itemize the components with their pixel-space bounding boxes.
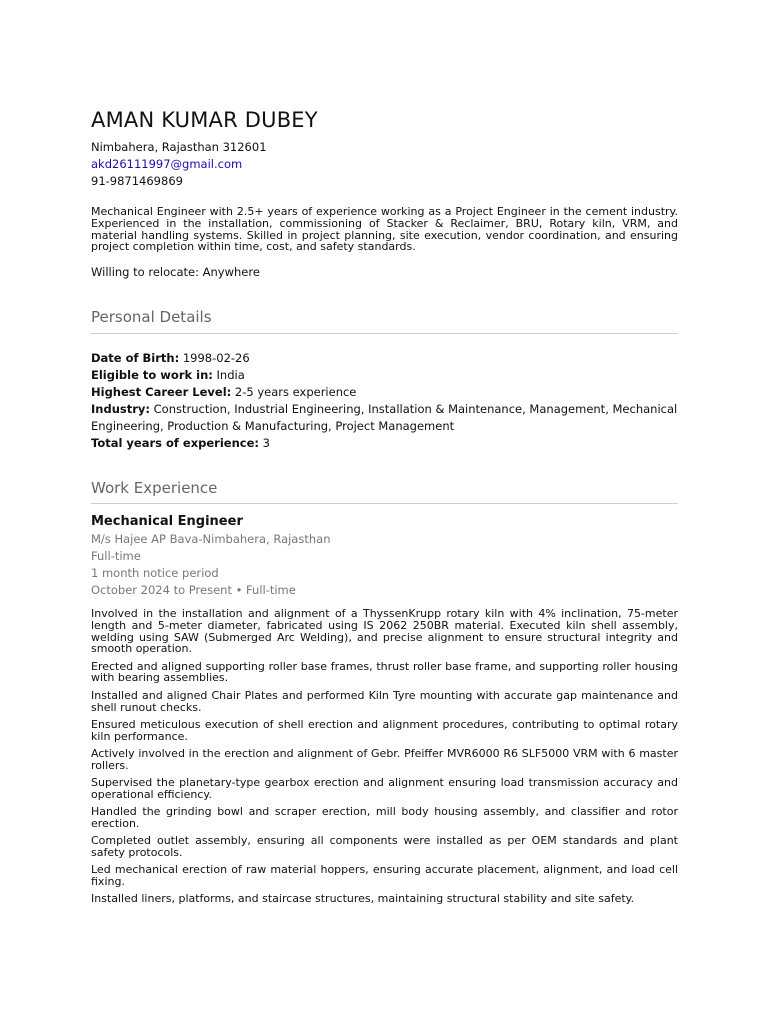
phone-text: 91-9871469869 bbox=[91, 174, 183, 188]
responsibility-item: Ensured meticulous execution of shell erection and alignment procedures, contributing to optimal rotary kiln performance. bbox=[91, 717, 678, 743]
detail-value: India bbox=[216, 368, 245, 382]
work-experience-heading: Work Experience bbox=[91, 479, 218, 497]
responsibility-item: Supervised the planetary-type gearbox erection and alignment ensuring load transmission accuracy and operational efficiency. bbox=[91, 776, 678, 801]
company-text: M/s Hajee AP Bava-Nimbahera, Rajasthan bbox=[91, 532, 331, 546]
detail-label: Industry: bbox=[91, 402, 150, 416]
responsibility-item: Handled the grinding bowl and scraper erection, mill body housing assembly, and classifier and rotor erection. bbox=[91, 805, 678, 830]
summary-paragraph: Mechanical Engineer with 2.5+ years of experience working as a Project Engineer in the cement industry. Experienced in the installation, commissioning of Stacker & Reclaimer, BRU, Rotary kiln, VRM, and material handling systems. Skilled in project planning, site execution, vendor coordination, and ensuring project completion within time, cost, and safety standards. bbox=[91, 205, 678, 254]
detail-career-level bbox=[91, 384, 678, 401]
personal-details-heading: Personal Details bbox=[91, 308, 212, 326]
detail-value: 2-5 years experience bbox=[234, 385, 357, 399]
job-period-text: October 2024 to Present • Full-time bbox=[91, 583, 296, 597]
responsibility-item: Erected and aligned supporting roller base frames, thrust roller base frame, and supporting roller housing with bearing assemblies. bbox=[91, 659, 678, 685]
detail-value: 1998-02-26 bbox=[182, 351, 250, 365]
responsibility-item: Installed liners, platforms, and staircase structures, maintaining structural stability and site safety. bbox=[91, 892, 635, 906]
relocate-text: Willing to relocate: Anywhere bbox=[91, 265, 260, 279]
detail-label: Eligible to work in: bbox=[91, 368, 213, 382]
responsibility-item: Installed and aligned Chair Plates and performed Kiln Tyre mounting with accurate gap maintenance and shell runout checks. bbox=[91, 688, 678, 714]
responsibility-item: Led mechanical erection of raw material hoppers, ensuring accurate placement, alignment, and load cell fixing. bbox=[91, 863, 678, 889]
responsibility-item: Completed outlet assembly, ensuring all components were installed as per OEM standards and plant safety protocols. bbox=[91, 834, 678, 860]
detail-date-of-birth bbox=[91, 350, 678, 367]
detail-industry bbox=[91, 401, 678, 435]
detail-total-experience bbox=[91, 435, 678, 452]
job-responsibilities bbox=[91, 608, 678, 911]
location-text: Nimbahera, Rajasthan 312601 bbox=[91, 140, 267, 154]
detail-value: 3 bbox=[262, 436, 270, 450]
responsibility-item: Involved in the installation and alignment of a ThyssenKrupp rotary kiln with 4% inclination, 75-meter length and 5-meter diameter, fabricated using IS 2062 250BR material. Executed kiln shell assembly, welding using SAW (Submerged Arc Welding), and precise alignment to ensure structural integrity and smooth operation. bbox=[91, 607, 678, 656]
notice-period-text: 1 month notice period bbox=[91, 566, 219, 580]
detail-label: Highest Career Level: bbox=[91, 385, 232, 399]
email-link[interactable]: akd26111997@gmail.com bbox=[91, 157, 243, 171]
job-title: Mechanical Engineer bbox=[91, 514, 243, 529]
responsibility-item: Actively involved in the erection and alignment of Gebr. Pfeiffer MVR6000 R6 SLF5000 VRM with 6 master rollers. bbox=[91, 746, 678, 772]
section-divider bbox=[91, 503, 678, 504]
detail-value: Construction, Industrial Engineering, Installation & Maintenance, Management, Mechanical Engineering, Production & Manufacturing, Project Management bbox=[91, 402, 678, 433]
candidate-name: AMAN KUMAR DUBEY bbox=[91, 108, 318, 132]
employment-type-text: Full-time bbox=[91, 549, 141, 563]
detail-label: Total years of experience: bbox=[91, 436, 259, 450]
detail-label: Date of Birth: bbox=[91, 351, 180, 365]
section-divider bbox=[91, 333, 678, 334]
detail-eligible-to-work bbox=[91, 367, 678, 384]
